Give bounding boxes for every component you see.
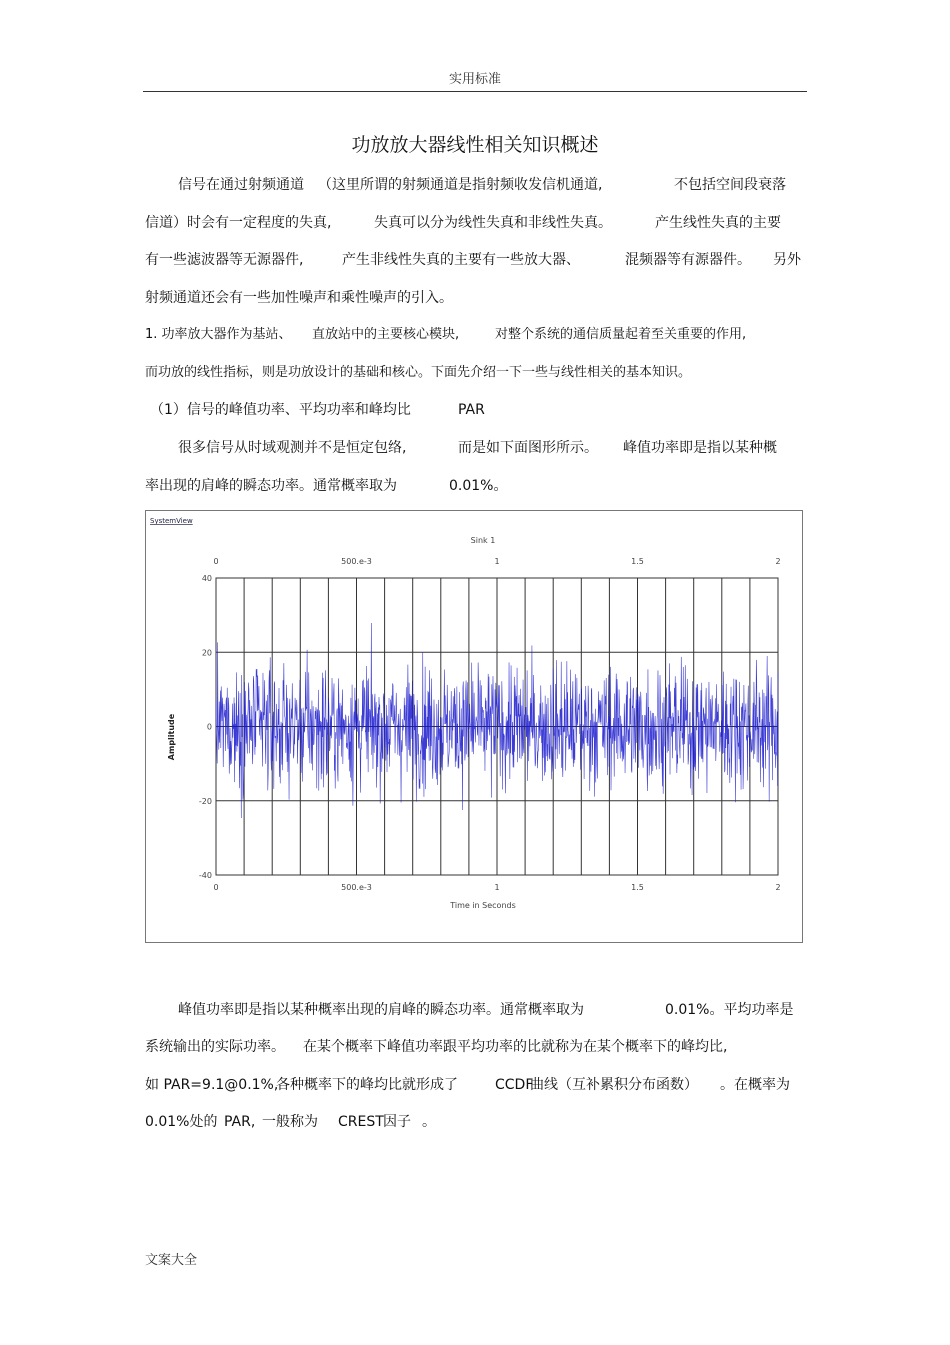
y-tick-label: 0 bbox=[206, 722, 212, 732]
time-domain-chart bbox=[146, 511, 802, 942]
x-tick-label: 500.e-3 bbox=[341, 883, 372, 892]
header-rule bbox=[143, 91, 807, 92]
x-tick-label-top: 1 bbox=[494, 557, 500, 566]
page-footer: 文案大全 bbox=[145, 1253, 198, 1268]
x-tick-label: 1 bbox=[494, 883, 500, 892]
x-tick-label-top: 1.5 bbox=[631, 557, 644, 566]
document-title: 功放放大器线性相关知识概述 bbox=[351, 134, 599, 156]
x-tick-label-top: 0 bbox=[213, 557, 219, 566]
x-tick-label: 2 bbox=[775, 883, 781, 892]
x-tick-label: 1.5 bbox=[631, 883, 644, 892]
y-axis-label: Amplitude bbox=[167, 713, 176, 761]
x-tick-label-top: 500.e-3 bbox=[341, 557, 372, 566]
systemview-label: SystemView bbox=[150, 517, 193, 525]
y-tick-label: -40 bbox=[198, 871, 212, 880]
y-tick-label: 40 bbox=[201, 574, 212, 583]
y-tick-label: 20 bbox=[201, 648, 212, 658]
signal-figure bbox=[145, 510, 803, 943]
x-tick-label: 0 bbox=[213, 883, 219, 892]
chart-title: Sink 1 bbox=[470, 536, 496, 545]
x-axis-label: Time in Seconds bbox=[450, 901, 516, 910]
page-header: 实用标准 bbox=[448, 72, 501, 87]
x-tick-label-top: 2 bbox=[775, 557, 781, 566]
y-tick-label: -20 bbox=[198, 796, 212, 806]
